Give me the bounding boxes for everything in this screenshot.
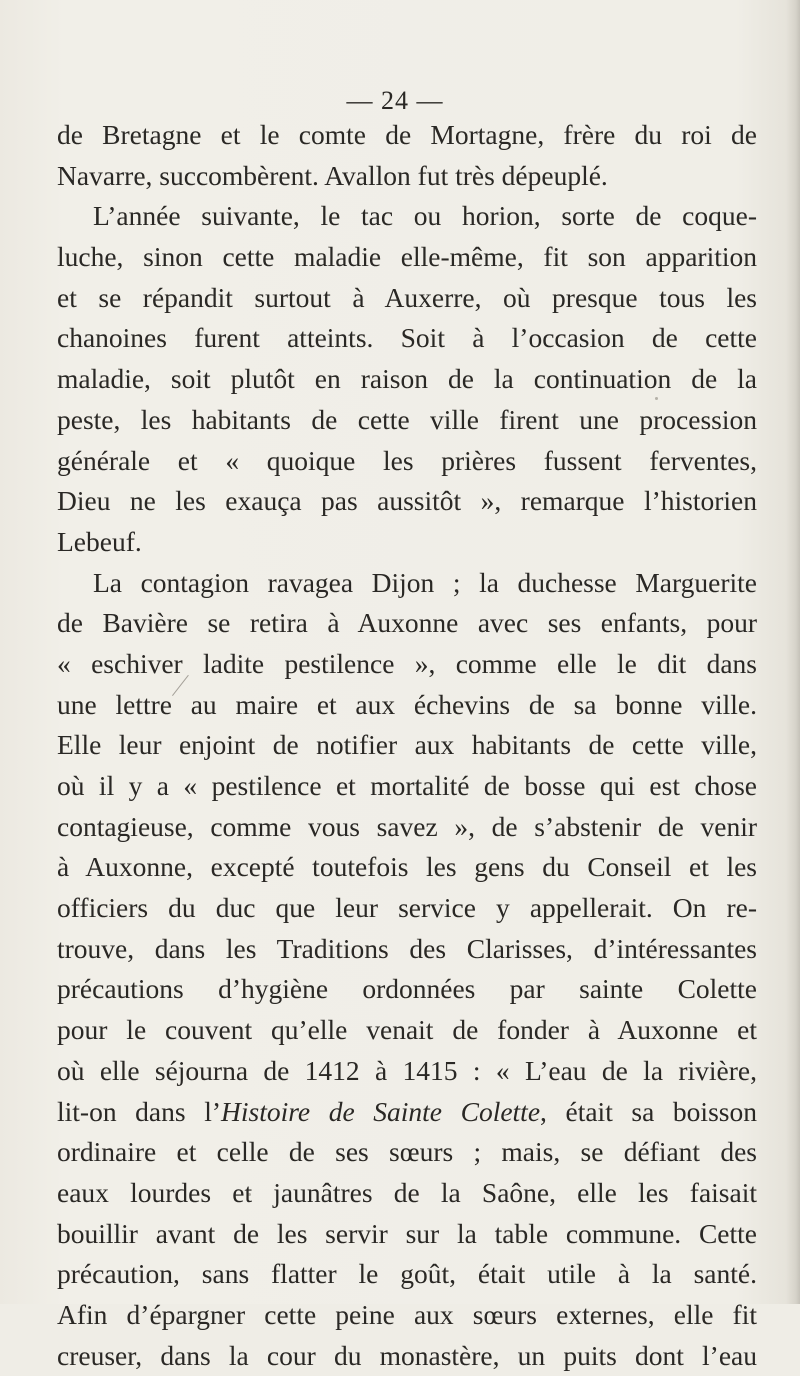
text-line: creuser, dans la cour du monastère, un puits dont l’eau [57, 1339, 757, 1371]
text-line: à Auxonne, excepté toutefois les gens du Conseil et les [57, 851, 757, 883]
text-line: générale et « quoique les prières fussent ferventes, [57, 444, 757, 476]
text-line: pour le couvent qu’elle venait de fonder à Auxonne et [57, 1014, 757, 1046]
text-line: une lettre au maire et aux échevins de sa bonne ville. [57, 688, 757, 720]
text-line: et se répandit surtout à Auxerre, où presque tous les [57, 281, 757, 313]
text-line: Afin d’épargner cette peine aux sœurs externes, elle fit [57, 1298, 757, 1330]
text-line: Dieu ne les exauça pas aussitôt », remarque l’historien [57, 485, 757, 517]
text-line: précautions d’hygiène ordonnées par sainte Colette [57, 973, 757, 1005]
paragraph-start-line: L’année suivante, le tac ou horion, sorte de coque- [93, 200, 757, 232]
text-line: ordinaire et celle de ses sœurs ; mais, se défiant des [57, 1136, 757, 1168]
text-line: « eschiver ladite pestilence », comme elle le dit dans [57, 647, 757, 679]
text-line: de Bretagne et le comte de Mortagne, frère du roi de [57, 119, 757, 150]
title-article: l’ [204, 1095, 221, 1127]
text-line: officiers du duc que leur service y appellerait. On re- [57, 892, 757, 924]
text-line: maladie, soit plutôt en raison de la continuation de la [57, 363, 757, 395]
line-prefix: lit-on dans [57, 1095, 205, 1127]
text-line: eaux lourdes et jaunâtres de la Saône, elle les faisait [57, 1176, 757, 1208]
text-line: peste, les habitants de cette ville firent une procession [57, 403, 757, 435]
line-suffix: , était sa boisson [540, 1095, 757, 1127]
text-line: bouillir avant de les servir sur la table commune. Cette [57, 1217, 757, 1249]
text-line: chanoines furent atteints. Soit à l’occasion de cette [57, 322, 757, 354]
page-number: — 24 — [346, 86, 444, 115]
text-line-with-title [57, 1092, 757, 1133]
text-line: Lebeuf. [57, 525, 142, 557]
text-line: de Bavière se retira à Auxonne avec ses enfants, pour [57, 607, 757, 639]
text-line: contagieuse, comme vous savez », de s’abstenir de venir [57, 810, 757, 842]
text-line: luche, sinon cette maladie elle-même, fit son apparition [57, 241, 757, 273]
body-text [57, 115, 757, 1376]
text-line: précaution, sans flatter le goût, était utile à la santé. [57, 1258, 757, 1290]
book-title: Histoire de Sainte Colette [221, 1095, 541, 1127]
paragraph-start-line: La contagion ravagea Dijon ; la duchesse Marguerite [93, 566, 757, 598]
text-line: où elle séjourna de 1412 à 1415 : « L’eau de la rivière, [57, 1054, 757, 1086]
text-line: trouve, dans les Traditions des Clarisses, d’intéressantes [57, 932, 757, 964]
text-line: Navarre, succombèrent. Avallon fut très dépeuplé. [57, 159, 608, 191]
text-line: Elle leur enjoint de notifier aux habitants de cette ville, [57, 729, 757, 761]
page-edge-shadow [786, 0, 800, 1304]
text-line: où il y a « pestilence et mortalité de bosse qui est chose [57, 770, 757, 801]
